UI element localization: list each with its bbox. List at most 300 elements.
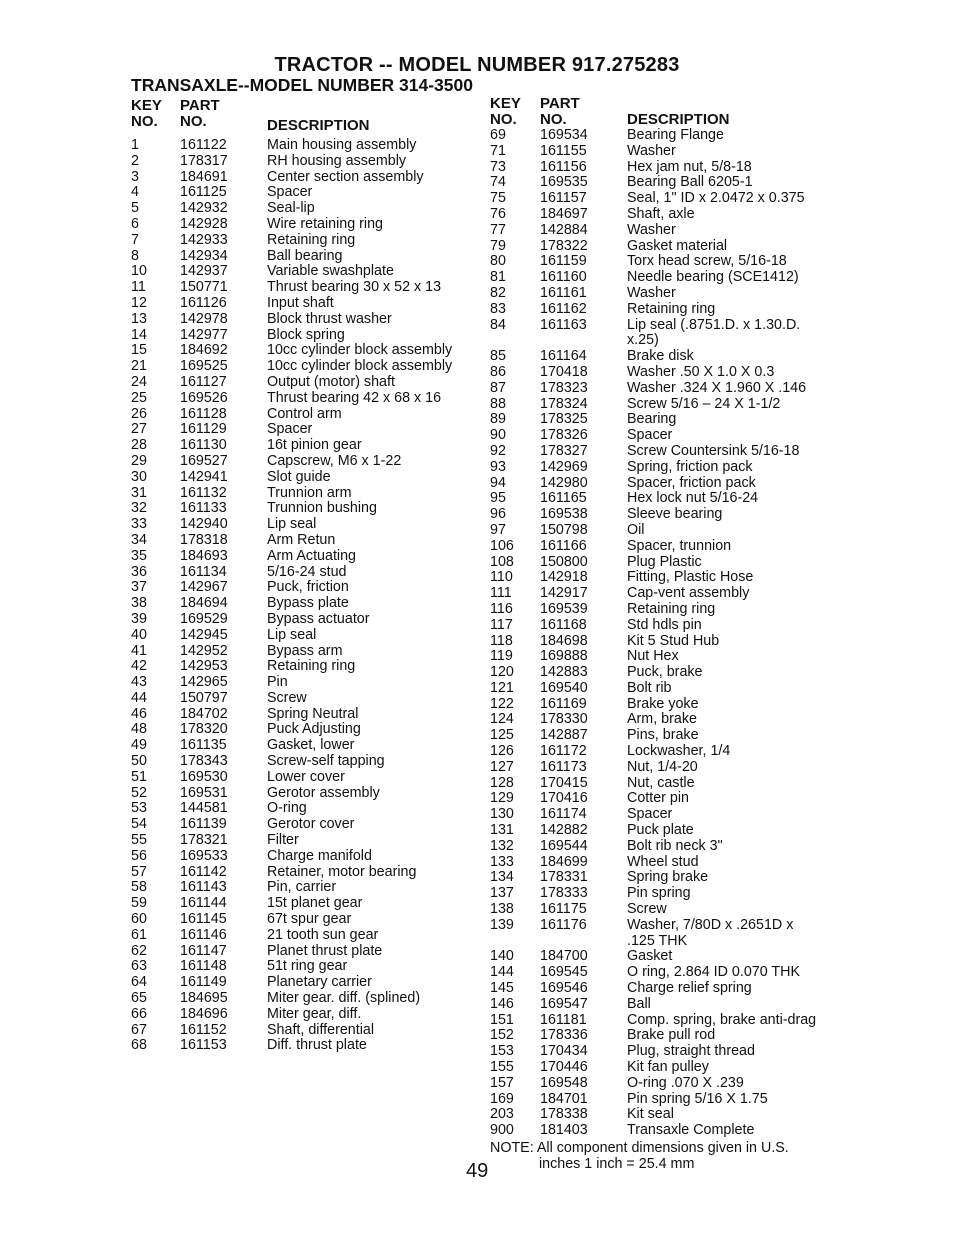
part-number: 142941 bbox=[180, 468, 228, 485]
table-row bbox=[490, 239, 835, 255]
key-number: 92 bbox=[490, 442, 506, 459]
right-parts-list bbox=[490, 128, 835, 1139]
part-number: 161153 bbox=[180, 1037, 227, 1054]
part-description: Slot guide bbox=[267, 468, 331, 485]
right-header-description: DESCRIPTION bbox=[627, 111, 730, 128]
key-number: 75 bbox=[490, 190, 506, 207]
part-description: Shaft, differential bbox=[267, 1021, 375, 1038]
key-number: 55 bbox=[131, 832, 147, 849]
part-number: 169526 bbox=[180, 389, 228, 406]
key-number: 122 bbox=[490, 695, 514, 712]
key-number: 130 bbox=[490, 806, 514, 823]
part-number: 142945 bbox=[180, 626, 228, 643]
table-row bbox=[490, 997, 835, 1013]
part-description: Hex lock nut 5/16-24 bbox=[627, 490, 759, 507]
part-number: 161135 bbox=[180, 737, 227, 754]
table-row bbox=[490, 697, 835, 713]
part-description: 67t spur gear bbox=[267, 911, 352, 928]
part-description: 21 tooth sun gear bbox=[267, 926, 379, 943]
table-row bbox=[490, 412, 835, 428]
table-row bbox=[490, 965, 835, 981]
table-row bbox=[131, 343, 476, 359]
part-number: 161172 bbox=[540, 743, 587, 760]
part-description: Brake pull rod bbox=[627, 1027, 716, 1044]
part-description: Puck, brake bbox=[627, 664, 703, 681]
part-description: Puck, friction bbox=[267, 579, 349, 596]
key-number: 96 bbox=[490, 506, 506, 523]
part-description: Lip seal bbox=[267, 516, 317, 533]
table-row bbox=[490, 1076, 835, 1092]
table-row bbox=[490, 1028, 835, 1044]
part-description: .125 THK bbox=[627, 932, 688, 949]
part-number: 142940 bbox=[180, 516, 228, 533]
part-number: 178327 bbox=[540, 442, 588, 459]
part-number: 169539 bbox=[540, 600, 588, 617]
part-number: 150771 bbox=[180, 279, 228, 296]
part-number: 184691 bbox=[180, 168, 228, 185]
key-number: 5 bbox=[131, 200, 139, 217]
key-number: 157 bbox=[490, 1074, 514, 1091]
key-number: 39 bbox=[131, 610, 147, 627]
part-number: 178330 bbox=[540, 711, 588, 728]
part-number: 161148 bbox=[180, 958, 227, 975]
part-number: 161165 bbox=[540, 490, 587, 507]
part-description: Miter gear. diff. (splined) bbox=[267, 990, 421, 1007]
part-number: 150797 bbox=[180, 689, 228, 706]
key-number: 52 bbox=[131, 784, 147, 801]
key-number: 82 bbox=[490, 284, 506, 301]
table-row bbox=[490, 397, 835, 413]
page-subtitle: TRANSAXLE--MODEL NUMBER 314-3500 bbox=[131, 75, 473, 95]
part-description: Plug Plastic bbox=[627, 553, 702, 570]
table-row bbox=[131, 154, 476, 170]
table-row bbox=[131, 928, 476, 944]
part-description: Variable swashplate bbox=[267, 263, 394, 280]
part-number: 170415 bbox=[540, 774, 588, 791]
part-number: 161125 bbox=[180, 184, 227, 201]
part-description: Washer bbox=[627, 142, 676, 159]
part-description: Pin spring 5/16 X 1.75 bbox=[627, 1090, 768, 1107]
part-number: 169530 bbox=[180, 768, 228, 785]
note-line-1: NOTE: All component dimensions given in U.S. bbox=[490, 1140, 789, 1156]
part-description: Cotter pin bbox=[627, 790, 689, 807]
table-row bbox=[490, 855, 835, 871]
table-row bbox=[490, 223, 835, 239]
key-number: 126 bbox=[490, 743, 514, 760]
table-row bbox=[490, 634, 835, 650]
part-number: 178333 bbox=[540, 885, 588, 902]
key-number: 33 bbox=[131, 516, 147, 533]
part-description: Gerotor assembly bbox=[267, 784, 380, 801]
key-number: 87 bbox=[490, 379, 506, 396]
table-row bbox=[131, 217, 476, 233]
table-row bbox=[131, 422, 476, 438]
part-description: Plug, straight thread bbox=[627, 1043, 755, 1060]
key-number: 26 bbox=[131, 405, 147, 422]
part-number: 184699 bbox=[540, 853, 588, 870]
part-number: 178336 bbox=[540, 1027, 588, 1044]
table-row bbox=[490, 160, 835, 176]
table-row bbox=[131, 249, 476, 265]
table-row bbox=[490, 681, 835, 697]
table-row-continuation bbox=[490, 934, 835, 950]
part-number: 142932 bbox=[180, 200, 228, 217]
part-number: 169535 bbox=[540, 174, 588, 191]
part-description: Hex jam nut, 5/8-18 bbox=[627, 158, 752, 175]
table-row bbox=[490, 618, 835, 634]
part-number: 142883 bbox=[540, 664, 588, 681]
part-description: Bolt rib bbox=[627, 679, 672, 696]
part-description: Diff. thrust plate bbox=[267, 1037, 367, 1054]
key-number: 139 bbox=[490, 916, 514, 933]
part-number: 184702 bbox=[180, 705, 228, 722]
key-number: 106 bbox=[490, 537, 514, 554]
table-row bbox=[131, 407, 476, 423]
key-number: 80 bbox=[490, 253, 506, 270]
part-description: Kit fan pulley bbox=[627, 1059, 709, 1076]
key-number: 90 bbox=[490, 427, 506, 444]
part-number: 161174 bbox=[540, 806, 587, 823]
part-number: 161127 bbox=[180, 373, 227, 390]
part-number: 178338 bbox=[540, 1106, 588, 1123]
left-header-key: KEY NO. bbox=[131, 97, 162, 130]
table-row bbox=[131, 628, 476, 644]
key-number: 133 bbox=[490, 853, 514, 870]
key-number: 28 bbox=[131, 437, 147, 454]
part-number: 161147 bbox=[180, 942, 227, 959]
table-row bbox=[131, 138, 476, 154]
table-row bbox=[490, 760, 835, 776]
part-description: Arm, brake bbox=[627, 711, 697, 728]
table-row bbox=[490, 460, 835, 476]
part-description: Bearing Flange bbox=[627, 127, 724, 143]
key-number: 48 bbox=[131, 721, 147, 738]
part-description: Arm Retun bbox=[267, 531, 336, 548]
table-row bbox=[490, 270, 835, 286]
table-row bbox=[490, 286, 835, 302]
part-description: Control arm bbox=[267, 405, 342, 422]
page-number: 49 bbox=[466, 1160, 489, 1182]
table-row bbox=[131, 280, 476, 296]
key-number: 144 bbox=[490, 964, 514, 981]
part-number: 169533 bbox=[180, 847, 228, 864]
right-header-key: KEY NO. bbox=[490, 95, 521, 128]
key-number: 40 bbox=[131, 626, 147, 643]
part-number: 169531 bbox=[180, 784, 228, 801]
key-number: 88 bbox=[490, 395, 506, 412]
table-row bbox=[131, 470, 476, 486]
part-description: Output (motor) shaft bbox=[267, 373, 395, 390]
part-number: 142937 bbox=[180, 263, 228, 280]
part-description: Spacer bbox=[267, 421, 313, 438]
part-number: 144581 bbox=[180, 800, 228, 817]
key-number: 134 bbox=[490, 869, 514, 886]
key-number: 68 bbox=[131, 1037, 147, 1054]
table-row bbox=[131, 770, 476, 786]
part-number: 161129 bbox=[180, 421, 227, 438]
table-row bbox=[490, 870, 835, 886]
key-number: 69 bbox=[490, 127, 506, 143]
key-number: 127 bbox=[490, 758, 514, 775]
part-description: Retainer, motor bearing bbox=[267, 863, 417, 880]
part-description: Wheel stud bbox=[627, 853, 699, 870]
part-number: 161134 bbox=[180, 563, 227, 580]
part-number: 161139 bbox=[180, 816, 227, 833]
table-row bbox=[131, 596, 476, 612]
table-row bbox=[490, 1044, 835, 1060]
part-number: 161157 bbox=[540, 190, 587, 207]
key-number: 129 bbox=[490, 790, 514, 807]
part-description: Gasket bbox=[627, 948, 673, 965]
part-number: 161168 bbox=[540, 616, 587, 633]
left-header-part: PART NO. bbox=[180, 97, 220, 130]
table-row bbox=[490, 1060, 835, 1076]
part-number: 169548 bbox=[540, 1074, 588, 1091]
part-number: 150798 bbox=[540, 521, 588, 538]
part-number: 178318 bbox=[180, 531, 228, 548]
key-number: 51 bbox=[131, 768, 147, 785]
part-number: 169529 bbox=[180, 610, 228, 627]
table-row bbox=[490, 949, 835, 965]
part-number: 142884 bbox=[540, 221, 588, 238]
part-number: 161162 bbox=[540, 300, 587, 317]
table-row bbox=[131, 975, 476, 991]
part-description: Gerotor cover bbox=[267, 816, 355, 833]
table-row bbox=[490, 539, 835, 555]
part-description: Lip seal (.8751.D. x 1.30.D. bbox=[627, 316, 801, 333]
table-row bbox=[131, 722, 476, 738]
key-number: 121 bbox=[490, 679, 514, 696]
part-number: 169540 bbox=[540, 679, 588, 696]
table-row bbox=[490, 476, 835, 492]
table-row bbox=[131, 880, 476, 896]
part-description: Block thrust washer bbox=[267, 310, 392, 327]
key-number: 131 bbox=[490, 822, 514, 839]
part-description: O-ring .070 X .239 bbox=[627, 1074, 744, 1091]
part-number: 178326 bbox=[540, 427, 588, 444]
key-number: 65 bbox=[131, 990, 147, 1007]
table-row bbox=[131, 264, 476, 280]
part-number: 161144 bbox=[180, 895, 227, 912]
part-number: 161161 bbox=[540, 284, 587, 301]
key-number: 58 bbox=[131, 879, 147, 896]
key-number: 27 bbox=[131, 421, 147, 438]
part-number: 161132 bbox=[180, 484, 227, 501]
part-description: Torx head screw, 5/16-18 bbox=[627, 253, 787, 270]
part-description: Lockwasher, 1/4 bbox=[627, 743, 731, 760]
part-description: Thrust bearing 30 x 52 x 13 bbox=[267, 279, 442, 296]
table-row bbox=[131, 233, 476, 249]
key-number: 153 bbox=[490, 1043, 514, 1060]
key-number: 50 bbox=[131, 753, 147, 770]
part-description: Bypass actuator bbox=[267, 610, 370, 627]
table-row bbox=[490, 1123, 835, 1139]
part-description: Screw bbox=[627, 901, 667, 918]
key-number: 12 bbox=[131, 294, 147, 311]
part-description: Transaxle Complete bbox=[627, 1122, 755, 1139]
part-description: 5/16-24 stud bbox=[267, 563, 347, 580]
key-number: 24 bbox=[131, 373, 147, 390]
part-number: 161130 bbox=[180, 437, 227, 454]
table-row bbox=[131, 1007, 476, 1023]
part-description: O-ring bbox=[267, 800, 307, 817]
table-row bbox=[131, 738, 476, 754]
part-description: Spring Neutral bbox=[267, 705, 359, 722]
part-description: Pin, carrier bbox=[267, 879, 337, 896]
part-description: Screw 5/16 – 24 X 1-1/2 bbox=[627, 395, 781, 412]
part-number: 184698 bbox=[540, 632, 588, 649]
key-number: 56 bbox=[131, 847, 147, 864]
key-number: 169 bbox=[490, 1090, 514, 1107]
table-row bbox=[131, 865, 476, 881]
part-number: 142917 bbox=[540, 585, 588, 602]
key-number: 32 bbox=[131, 500, 147, 517]
part-description: Screw-self tapping bbox=[267, 753, 385, 770]
key-number: 15 bbox=[131, 342, 147, 359]
key-number: 86 bbox=[490, 363, 506, 380]
key-number: 203 bbox=[490, 1106, 514, 1123]
left-header-description: DESCRIPTION bbox=[267, 117, 370, 134]
table-row bbox=[490, 712, 835, 728]
table-row bbox=[131, 454, 476, 470]
part-number: 178320 bbox=[180, 721, 228, 738]
key-number: 97 bbox=[490, 521, 506, 538]
key-number: 21 bbox=[131, 358, 147, 375]
table-row bbox=[490, 428, 835, 444]
key-number: 151 bbox=[490, 1011, 514, 1028]
dimension-note bbox=[490, 1140, 789, 1172]
part-description: Thrust bearing 42 x 68 x 16 bbox=[267, 389, 442, 406]
key-number: 85 bbox=[490, 348, 506, 365]
table-row bbox=[131, 675, 476, 691]
table-row bbox=[131, 359, 476, 375]
part-description: 16t pinion gear bbox=[267, 437, 362, 454]
key-number: 54 bbox=[131, 816, 147, 833]
table-row bbox=[490, 523, 835, 539]
part-number: 142980 bbox=[540, 474, 588, 491]
key-number: 108 bbox=[490, 553, 514, 570]
key-number: 146 bbox=[490, 995, 514, 1012]
part-description: Brake yoke bbox=[627, 695, 699, 712]
key-number: 132 bbox=[490, 837, 514, 854]
key-number: 74 bbox=[490, 174, 506, 191]
table-row bbox=[490, 665, 835, 681]
key-number: 67 bbox=[131, 1021, 147, 1038]
page-title: TRACTOR -- MODEL NUMBER 917.275283 bbox=[274, 54, 680, 76]
key-number: 145 bbox=[490, 980, 514, 997]
part-number: 184695 bbox=[180, 990, 228, 1007]
part-description: Retaining ring bbox=[627, 300, 716, 317]
part-description: Planetary carrier bbox=[267, 974, 372, 991]
part-number: 170416 bbox=[540, 790, 588, 807]
key-number: 38 bbox=[131, 595, 147, 612]
part-description: Cap-vent assembly bbox=[627, 585, 750, 602]
key-number: 57 bbox=[131, 863, 147, 880]
part-number: 169527 bbox=[180, 452, 228, 469]
part-description: O ring, 2.864 ID 0.070 THK bbox=[627, 964, 800, 981]
key-number: 77 bbox=[490, 221, 506, 238]
part-number: 184694 bbox=[180, 595, 228, 612]
table-row bbox=[131, 691, 476, 707]
part-number: 161155 bbox=[540, 142, 587, 159]
part-number: 184693 bbox=[180, 547, 228, 564]
table-row bbox=[490, 586, 835, 602]
key-number: 1 bbox=[131, 137, 139, 153]
part-number: 142977 bbox=[180, 326, 228, 343]
table-row bbox=[131, 912, 476, 928]
part-description: Arm Actuating bbox=[267, 547, 356, 564]
part-description: Screw bbox=[267, 689, 307, 706]
table-row bbox=[490, 1107, 835, 1123]
table-row bbox=[490, 491, 835, 507]
part-description: Oil bbox=[627, 521, 645, 538]
part-number: 161163 bbox=[540, 316, 587, 333]
table-row bbox=[131, 612, 476, 628]
table-row bbox=[131, 375, 476, 391]
table-row bbox=[131, 991, 476, 1007]
key-number: 4 bbox=[131, 184, 139, 201]
table-row bbox=[490, 823, 835, 839]
part-description: Washer bbox=[627, 284, 676, 301]
key-number: 155 bbox=[490, 1059, 514, 1076]
key-number: 30 bbox=[131, 468, 147, 485]
key-number: 25 bbox=[131, 389, 147, 406]
key-number: 59 bbox=[131, 895, 147, 912]
key-number: 14 bbox=[131, 326, 147, 343]
key-number: 120 bbox=[490, 664, 514, 681]
key-number: 46 bbox=[131, 705, 147, 722]
key-number: 125 bbox=[490, 727, 514, 744]
part-description: Spacer bbox=[627, 806, 673, 823]
table-row bbox=[490, 602, 835, 618]
part-number: 161169 bbox=[540, 695, 587, 712]
part-description: Retaining ring bbox=[267, 231, 356, 248]
table-row bbox=[131, 296, 476, 312]
part-description: Wire retaining ring bbox=[267, 215, 384, 232]
part-description: Gasket, lower bbox=[267, 737, 355, 754]
part-number: 142978 bbox=[180, 310, 228, 327]
table-row bbox=[131, 849, 476, 865]
table-row bbox=[131, 486, 476, 502]
part-description: Needle bearing (SCE1412) bbox=[627, 269, 799, 286]
key-number: 79 bbox=[490, 237, 506, 254]
key-number: 118 bbox=[490, 632, 513, 649]
table-row bbox=[131, 580, 476, 596]
part-description: Charge manifold bbox=[267, 847, 372, 864]
table-row bbox=[490, 191, 835, 207]
key-number: 81 bbox=[490, 269, 506, 286]
table-row bbox=[490, 791, 835, 807]
table-row bbox=[131, 1038, 476, 1054]
table-row bbox=[131, 391, 476, 407]
part-description: Puck plate bbox=[627, 822, 694, 839]
key-number: 44 bbox=[131, 689, 147, 706]
part-number: 161156 bbox=[540, 158, 587, 175]
table-row-continuation bbox=[490, 333, 835, 349]
part-description: Spacer, trunnion bbox=[627, 537, 732, 554]
part-description: Washer, 7/80D x .2651D x bbox=[627, 916, 794, 933]
table-row bbox=[490, 349, 835, 365]
part-description: Brake disk bbox=[627, 348, 694, 365]
part-number: 178323 bbox=[540, 379, 588, 396]
table-row bbox=[131, 786, 476, 802]
part-number: 142953 bbox=[180, 658, 228, 675]
table-row bbox=[490, 318, 835, 334]
part-description: Sleeve bearing bbox=[627, 506, 723, 523]
table-row bbox=[490, 365, 835, 381]
key-number: 95 bbox=[490, 490, 506, 507]
part-number: 142918 bbox=[540, 569, 588, 586]
